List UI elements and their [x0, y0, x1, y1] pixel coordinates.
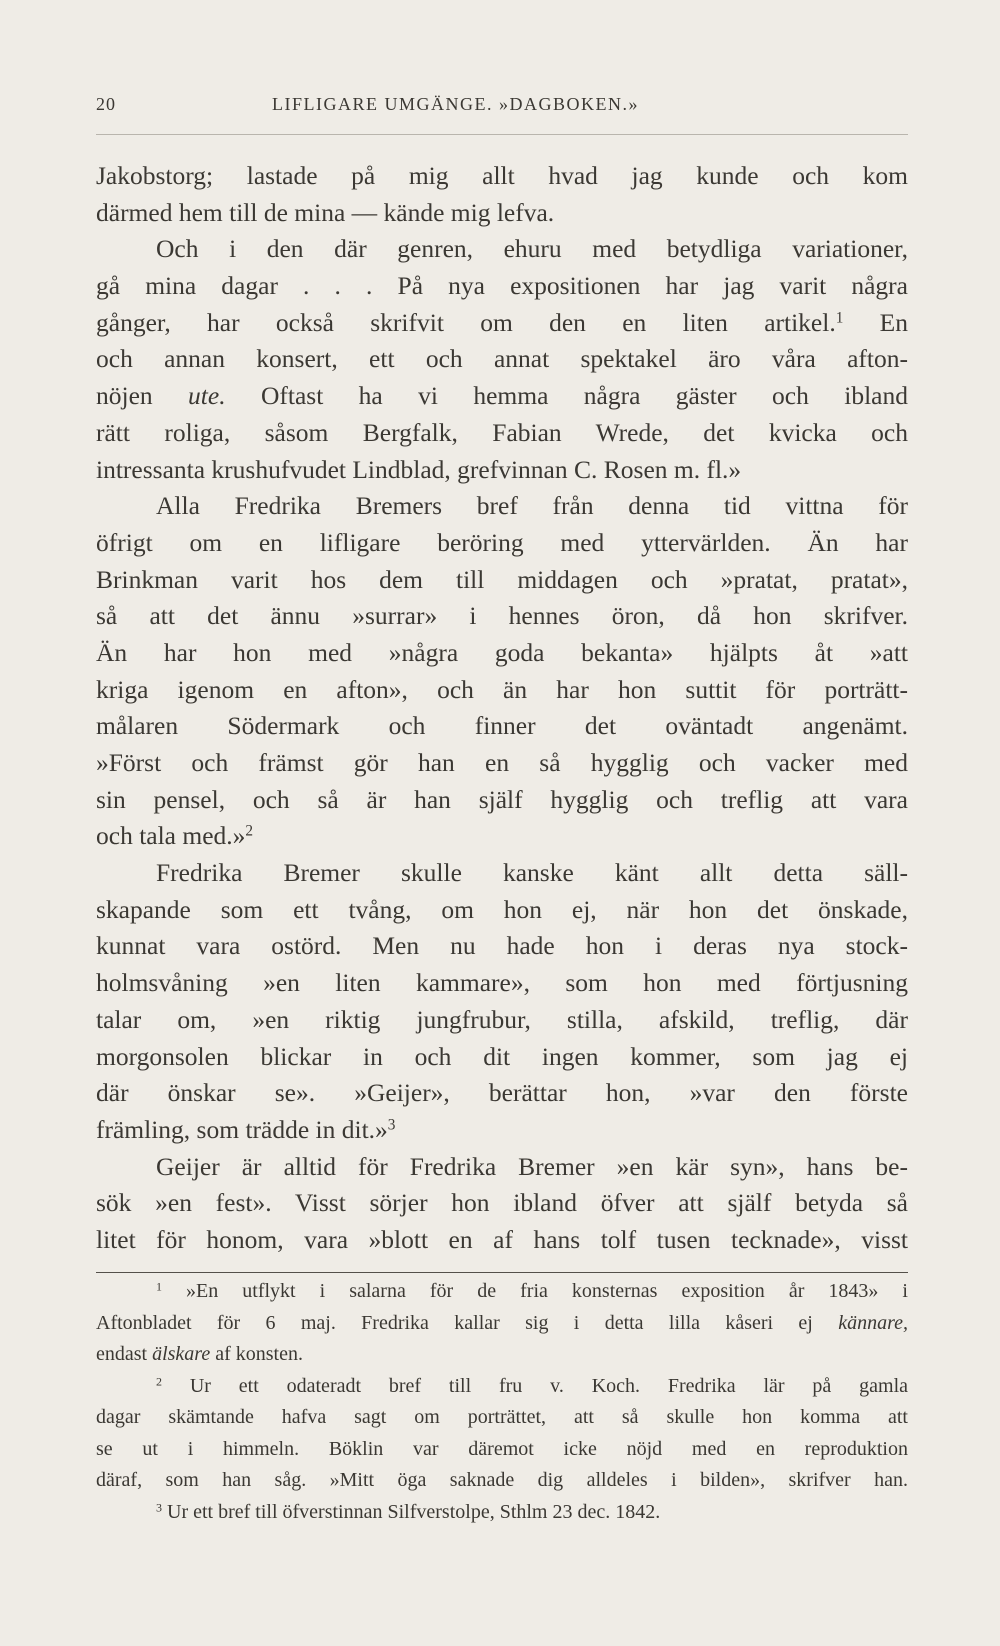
text-run: Oftast ha vi hemma några gäster och ibland	[225, 381, 908, 411]
text-line: »Först och främst gör han en så hygglig och vacker med	[96, 748, 908, 777]
text-line: därmed hem till de mina — kände mig lefva.	[96, 197, 555, 227]
text-run: »En utflykt i salarna för de fria konsternas exposition år 1843» i	[162, 1280, 908, 1302]
text-line: talar om, »en riktig jungfrubur, stilla, afskild, treflig, där	[96, 1004, 908, 1034]
text-run: och tala med.»	[96, 821, 246, 851]
text-line	[96, 378, 908, 415]
footnote-marker: 1	[156, 1279, 162, 1294]
footnotes	[96, 1276, 908, 1528]
footnote-2	[96, 1371, 908, 1403]
paragraph-start-line: Fredrika Bremer skulle kanske känt allt detta säll-	[156, 858, 908, 888]
text-line: morgonsolen blickar in och dit ingen kommer, som jag ej	[96, 1041, 908, 1071]
text-run: af konsten.	[210, 1343, 303, 1365]
text-line: holmsvåning »en liten kammare», som hon med förtjusning	[96, 968, 908, 998]
footnote-reference: 2	[245, 822, 254, 840]
paragraph-start-line: Alla Fredrika Bremers bref från denna tid vittna för	[156, 491, 908, 521]
footnote-line: se ut i himmeln. Böklin var däremot icke nöjd med en reproduktion	[96, 1437, 908, 1460]
body-text	[96, 158, 908, 1259]
footnote-line: däraf, som han såg. »Mitt öga saknade dig alldeles i bilden», skrifver han.	[96, 1469, 908, 1491]
footnote-marker: 2	[156, 1373, 162, 1388]
footnote-rule	[96, 1272, 908, 1273]
text-line: intressanta krushufvudet Lindblad, grefvinnan C. Rosen m. fl.»	[96, 454, 742, 484]
text-line: sin pensel, och så är han själf hygglig och treflig att vara	[96, 784, 908, 814]
text-line: där önskar se». »Geijer», berättar hon, »var den förste	[96, 1078, 908, 1108]
text-run: Ur ett odateradt bref till fru v. Koch. Fredrika lär på gamla	[162, 1374, 908, 1397]
running-header	[96, 94, 908, 124]
text-run: nöjen	[96, 381, 189, 411]
text-run: Aftonbladet för 6 maj. Fredrika kallar sig i detta lilla kåseri ej	[96, 1311, 839, 1334]
text-line: kriga igenom en afton», och än har hon suttit för porträtt-	[96, 674, 908, 704]
text-run: Ur ett bref till öfverstinnan Silfverstolpe, Sthlm 23 dec. 1842.	[162, 1500, 661, 1523]
text-line: Än har hon med »några goda bekanta» hjälpts åt »att	[96, 637, 908, 667]
text-line: Jakobstorg; lastade på mig allt hvad jag kunde och kom	[96, 161, 908, 190]
footnote-reference: 1	[835, 309, 844, 327]
text-line: så att det ännu »surrar» i hennes öron, då hon skrifver.	[96, 601, 908, 631]
text-line: öfrigt om en lifligare beröring med yttervärlden. Än har	[96, 527, 908, 557]
footnote-line	[96, 1308, 908, 1340]
text-line: skapande som ett tvång, om hon ej, när hon det önskade,	[96, 894, 908, 924]
paragraph-start-line: Geijer är alltid för Fredrika Bremer »en kär syn», hans be-	[156, 1151, 908, 1181]
paragraph-start-line: Och i den där genren, ehuru med betydliga variationer,	[156, 234, 908, 264]
text-line: litet för honom, vara »blott en af hans tolf tusen tecknade», visst	[96, 1224, 908, 1254]
text-line: Brinkman varit hos dem till middagen och »pratat, pratat»,	[96, 564, 908, 594]
running-title: LIFLIGARE UMGÄNGE. »DAGBOKEN.»	[272, 94, 639, 114]
page-number: 20	[96, 94, 116, 114]
italic-text: kännare,	[838, 1311, 908, 1334]
text-line: målaren Södermark och finner det oväntadt angenämt.	[96, 711, 908, 741]
footnote-reference: 3	[387, 1116, 396, 1134]
text-line: sök »en fest». Visst sörjer hon ibland öfver att själf betyda så	[96, 1188, 908, 1218]
header-rule	[96, 134, 908, 135]
footnote-3	[96, 1497, 908, 1529]
text-line	[96, 818, 908, 855]
footnote-line	[96, 1339, 908, 1371]
italic-text: ute.	[188, 381, 226, 411]
footnote-marker: 3	[156, 1499, 162, 1514]
footnote-1	[96, 1276, 908, 1308]
text-line: kunnat vara ostörd. Men nu hade hon i deras nya stock-	[96, 931, 908, 961]
text-line: och annan konsert, ett och annat spektakel äro våra afton-	[96, 344, 908, 374]
text-line: rätt roliga, såsom Bergfalk, Fabian Wrede, det kvicka och	[96, 417, 908, 447]
text-run: gånger, har också skrifvit om den en liten artikel.	[96, 307, 836, 337]
text-line: gå mina dagar . . . På nya expositionen har jag varit några	[96, 271, 908, 301]
text-line	[96, 305, 908, 342]
text-run: En	[843, 307, 908, 337]
text-line	[96, 1112, 908, 1149]
text-run: främling, som trädde in dit.»	[96, 1114, 388, 1144]
italic-text: älskare	[152, 1343, 211, 1365]
text-run: endast	[96, 1343, 153, 1365]
footnote-line: dagar skämtande hafva sagt om porträttet, att så skulle hon komma att	[96, 1406, 908, 1428]
